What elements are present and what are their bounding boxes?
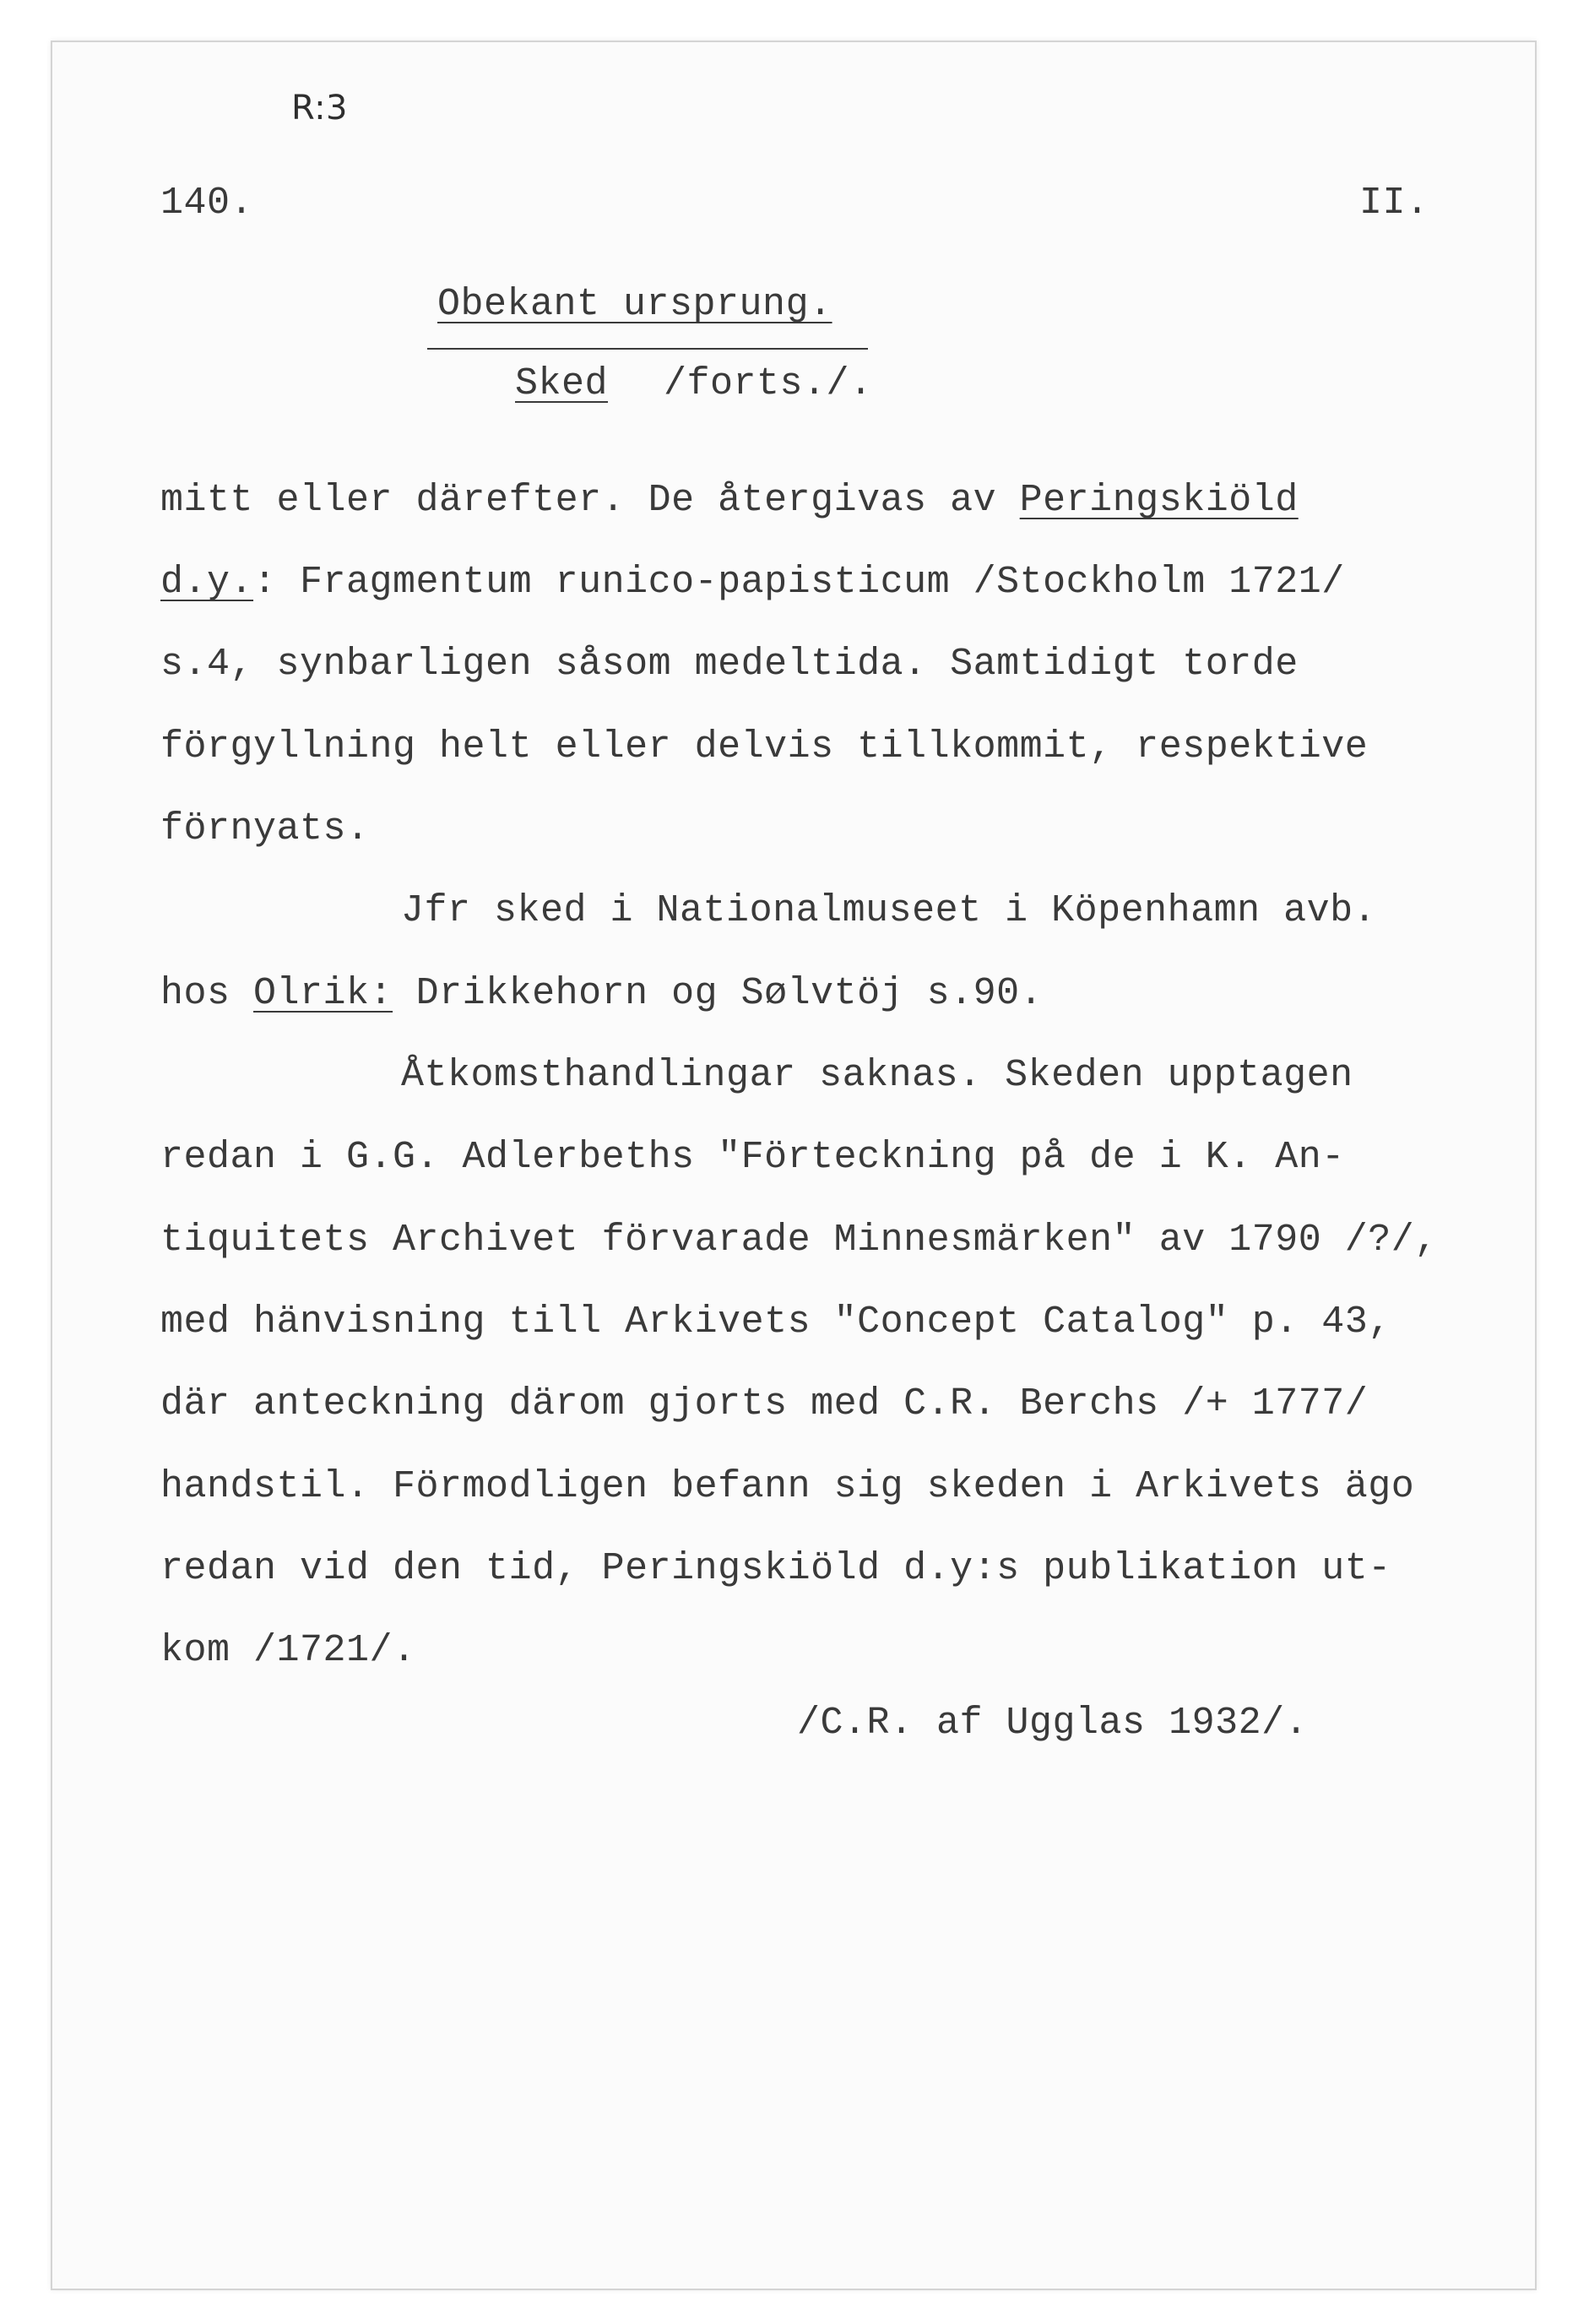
body-line-8: Åtkomsthandlingar saknas. Skeden upptagen bbox=[401, 1054, 1353, 1097]
body-line-11: med hänvisning till Arkivets "Concept Catalog" p. 43, bbox=[160, 1300, 1391, 1344]
card-number: 140. bbox=[160, 182, 254, 225]
body-line-12: där anteckning därom gjorts med C.R. Berchs /+ 1777/ bbox=[160, 1382, 1369, 1425]
signature: /C.R. af Ugglas 1932/. bbox=[797, 1702, 1309, 1745]
body-line-7-text: hos bbox=[160, 972, 254, 1015]
author-olrik: Olrik: bbox=[253, 972, 393, 1015]
body-line-6: Jfr sked i Nationalmuseet i Köpenhamn avb. bbox=[401, 889, 1377, 932]
heading-continuation: /forts./. bbox=[664, 362, 873, 405]
body-line-14: redan vid den tid, Peringskiöld d.y:s publikation ut- bbox=[160, 1547, 1391, 1590]
heading-title: Obekant ursprung. bbox=[437, 283, 832, 326]
body-line-1-text: mitt eller därefter. De återgivas av bbox=[160, 479, 1020, 522]
heading-divider bbox=[427, 348, 868, 350]
shelfmark: R:3 bbox=[291, 89, 348, 128]
body-line-7-rest: Drikkehorn og Sølvtöj s.90. bbox=[393, 972, 1044, 1015]
body-line-3: s.4, synbarligen såsom medeltida. Samtidigt torde bbox=[160, 643, 1299, 686]
body-line-2-text: : Fragmentum runico-papisticum /Stockholm 1721/ bbox=[253, 561, 1345, 604]
body-line-15: kom /1721/. bbox=[160, 1629, 416, 1672]
catalog-card bbox=[51, 41, 1537, 2290]
body-line-1 bbox=[160, 479, 1299, 522]
author-suffix: d.y. bbox=[160, 561, 254, 604]
volume-number: II. bbox=[1359, 182, 1429, 225]
body-line-10: tiquitets Archivet förvarade Minnesmärken" av 1790 /?/, bbox=[160, 1219, 1438, 1262]
body-line-13: handstil. Förmodligen befann sig skeden i Arkivets ägo bbox=[160, 1465, 1415, 1508]
body-line-5: förnyats. bbox=[160, 807, 370, 850]
author-peringskiold: Peringskiöld bbox=[1019, 479, 1299, 522]
body-line-9: redan i G.G. Adlerbeths "Förteckning på de i K. An- bbox=[160, 1136, 1345, 1179]
body-line-7 bbox=[160, 972, 1044, 1015]
body-line-4: förgyllning helt eller delvis tillkommit, respektive bbox=[160, 725, 1369, 768]
body-line-2 bbox=[160, 561, 1345, 604]
heading-object: Sked bbox=[515, 362, 609, 405]
